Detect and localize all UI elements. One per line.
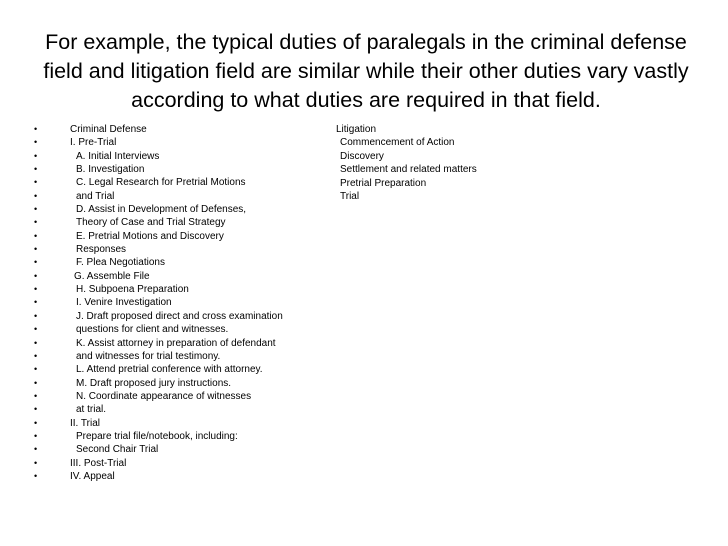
list-item-text: C. Legal Research for Pretrial Motions [76,177,246,189]
list-item-text: Prepare trial file/notebook, including: [76,430,238,442]
list-item [34,256,334,269]
bullet-icon: • [34,470,38,481]
bullet-icon: • [34,430,38,441]
bullet-icon: • [34,337,38,348]
bullet-icon: • [34,390,38,401]
title-line: according to what duties are required in that field. [131,88,601,112]
list-item-text: M. Draft proposed jury instructions. [76,377,232,389]
bullet-icon: • [34,364,38,375]
litigation-list [336,123,556,203]
list-item-text: and witnesses for trial testimony. [76,350,221,362]
bullet-icon: • [34,244,38,255]
bullet-icon: • [34,164,38,175]
litigation-item: Pretrial Preparation [340,177,427,189]
bullet-icon: • [34,190,38,201]
list-item [34,150,334,163]
litigation-item: Settlement and related matters [340,164,477,176]
list-item [34,403,334,416]
list-item [34,203,334,216]
list-item-text: K. Assist attorney in preparation of defendant [76,337,276,349]
litigation-item: Discovery [340,150,384,162]
bullet-icon: • [34,124,38,134]
list-item [34,417,334,430]
list-item [34,363,334,376]
list-item-text: at trial. [76,404,107,416]
bullet-icon: • [34,350,38,361]
litigation-item: Commencement of Action [340,137,455,149]
bullet-icon: • [34,137,38,148]
list-item-text: II. Trial [70,417,101,429]
bullet-icon: • [34,284,38,295]
bullet-icon: • [34,457,38,468]
list-item-text: questions for client and witnesses. [76,324,229,336]
list-item-text: B. Investigation [76,164,145,176]
list-item-text: A. Initial Interviews [76,150,160,162]
bullet-icon: • [34,150,38,161]
bullet-icon: • [34,257,38,268]
list-item [34,390,334,403]
bullet-icon: • [34,217,38,228]
list-item [34,270,334,283]
list-item-text: Second Chair Trial [76,444,159,456]
list-item [34,310,334,323]
list-item [34,163,334,176]
list-item [34,230,334,243]
list-item [34,243,334,256]
list-item-text: L. Attend pretrial conference with attorney. [76,364,263,376]
bullet-icon: • [34,297,38,308]
list-item-text: H. Subpoena Preparation [76,284,189,296]
slide-title [36,28,696,115]
list-item [34,123,334,136]
list-item [34,283,334,296]
list-item-text: E. Pretrial Motions and Discovery [76,230,224,242]
list-item [34,337,334,350]
title-line: For example, the typical duties of paralegals in the criminal defense [45,30,687,54]
title-line: field and litigation field are similar while their other duties vary vastly [43,59,689,83]
list-item [34,176,334,189]
list-item [34,443,334,456]
list-item [34,296,334,309]
bullet-icon: • [34,324,38,335]
bullet-icon: • [34,444,38,455]
list-item-text: D. Assist in Development of Defenses, [76,204,247,216]
list-item-text: G. Assemble File [74,270,150,282]
list-item [34,457,334,470]
list-item [34,350,334,363]
bullet-icon: • [34,177,38,188]
list-item [34,470,334,483]
list-item-text: J. Draft proposed direct and cross examination [76,310,283,322]
bullet-icon: • [34,404,38,415]
list-item-text: IV. Appeal [70,470,115,482]
bullet-icon: • [34,417,38,428]
list-item-text: I. Pre-Trial [70,137,117,149]
list-item [34,430,334,443]
bullet-icon: • [34,270,38,281]
list-item [34,216,334,229]
list-item [34,190,334,203]
bullet-icon: • [34,230,38,241]
list-item-text: N. Coordinate appearance of witnesses [76,390,252,402]
list-item [34,323,334,336]
list-item-text: Criminal Defense [70,124,147,135]
litigation-heading: Litigation [336,124,377,135]
list-item-text: III. Post-Trial [70,457,127,469]
list-item [34,377,334,390]
list-item-text: Responses [76,244,127,256]
bullet-icon: • [34,310,38,321]
list-item-text: Theory of Case and Trial Strategy [76,217,226,229]
list-item-text: and Trial [76,190,115,202]
list-item-text: I. Venire Investigation [76,297,172,309]
bullet-icon: • [34,377,38,388]
litigation-item: Trial [340,190,360,202]
bullet-icon: • [34,204,38,215]
list-item-text: F. Plea Negotiations [76,257,165,269]
list-item [34,136,334,149]
criminal-defense-list [34,123,334,483]
